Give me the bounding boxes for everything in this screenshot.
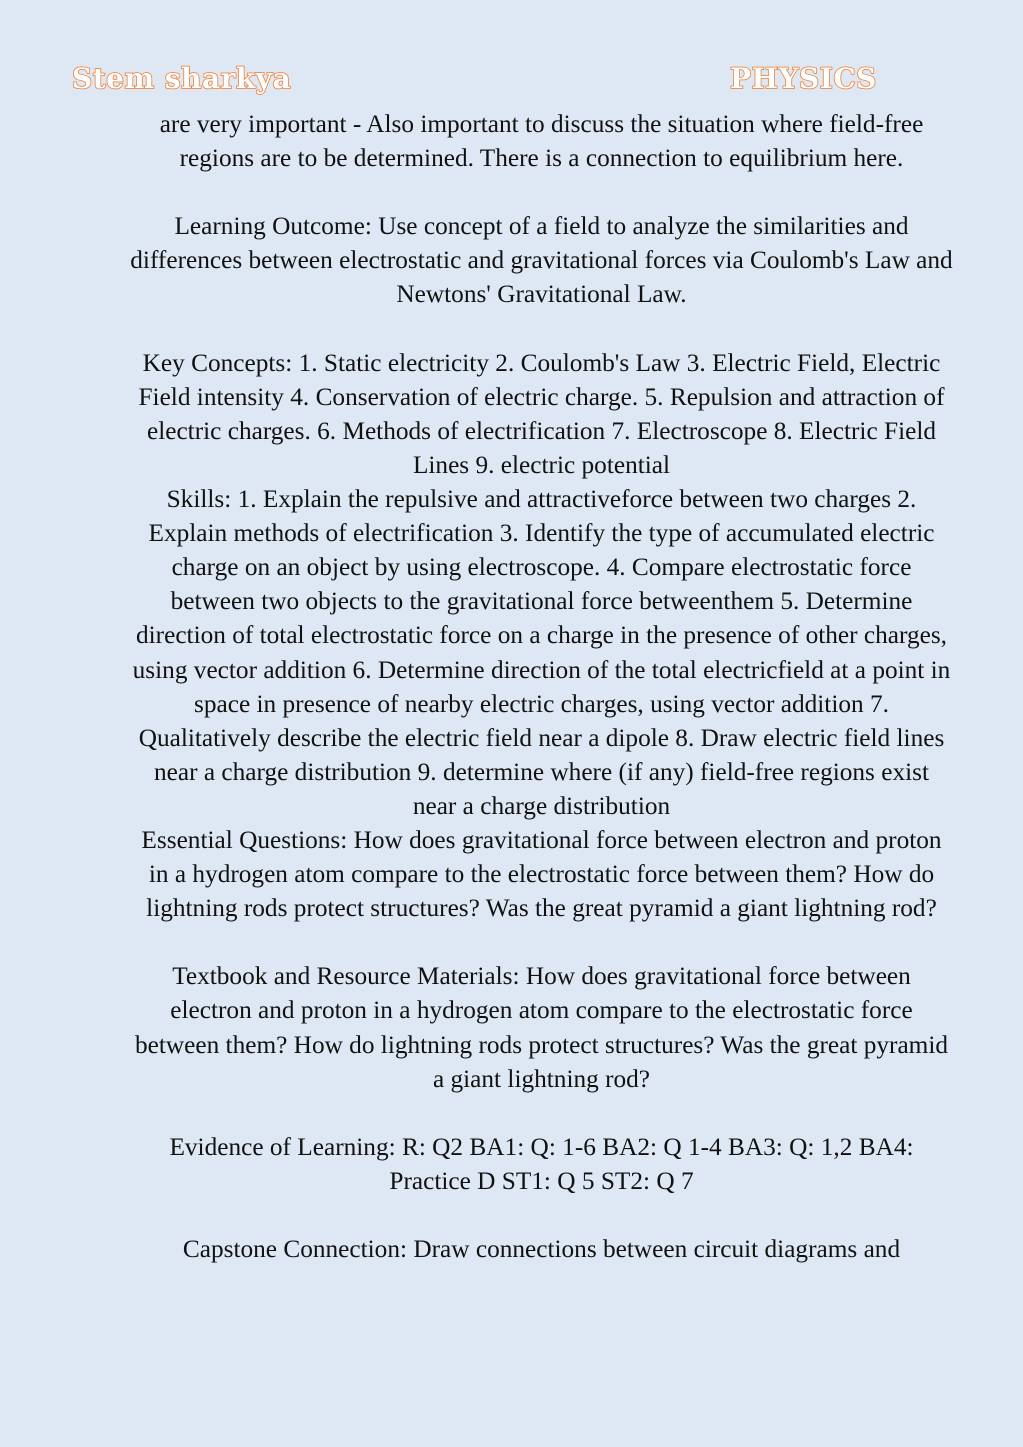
learning-outcome-paragraph: Learning Outcome: Use concept of a field to analyze the similarities and differences between electrostatic and gravitational forces via Coulomb's Law and Newtons' Gravitational Law. [130, 212, 953, 309]
paragraph-gap [130, 925, 953, 959]
essential-questions-paragraph: Essential Questions: How does gravitational force between electron and proton in a hydrogen atom compare to the electrostatic force between them? How do lightning rods protect structures? Was the great pyramid a giant lightning rod? [141, 825, 942, 923]
page-header [0, 62, 1023, 102]
key-concepts-paragraph: Key Concepts: 1. Static electricity 2. Coulomb's Law 3. Electric Field, Electric Field intensity 4. Conservation of electric charge. 5. Repulsion and attraction of electric charges. 6. Methods of electrification 7. Electroscope 8. Electric Field Lines 9. electric potential [138, 348, 945, 479]
paragraph-gap [130, 312, 953, 346]
capstone-paragraph: Capstone Connection: Draw connections between circuit diagrams and [182, 1235, 901, 1264]
skills-paragraph: Skills: 1. Explain the repulsive and attractiveforce between two charges 2. Explain methods of electrification 3. Identify the type of accumulated electric charge on an object by using electroscope. 4. Compare electrostatic force between two objects to the gravitational force betweenthem 5. Determine direction of total electrostatic force on a charge in the presence of other charges, using vector addition 6. Determine direction of the total electricfield at a point in space in presence of nearby electric charges, using vector addition 7. Qualitatively describe the electric field near a dipole 8. Draw electric field lines near a charge distribution 9. determine where (if any) field-free regions exist near a charge distribution [132, 485, 951, 820]
brand-title: Stem sharkya [72, 62, 292, 95]
paragraph-gap [130, 1198, 953, 1232]
document-body [130, 107, 953, 1266]
paragraph-gap [130, 1096, 953, 1130]
intro-paragraph: are very important - Also important to discuss the situation where field-free regions are to be determined. There is a connection to equilibrium here. [159, 110, 924, 173]
subject-title: PHYSICS [730, 62, 877, 95]
paragraph-gap [130, 175, 953, 209]
textbook-paragraph: Textbook and Resource Materials: How does gravitational force between electron and proton in a hydrogen atom compare to the electrostatic force between them? How do lightning rods protect structures? Was the great pyramid a giant lightning rod? [134, 962, 949, 1093]
evidence-paragraph: Evidence of Learning: R: Q2 BA1: Q: 1-6 BA2: Q 1-4 BA3: Q: 1,2 BA4: Practice D ST1: Q 5 ST2: Q 7 [169, 1132, 914, 1195]
